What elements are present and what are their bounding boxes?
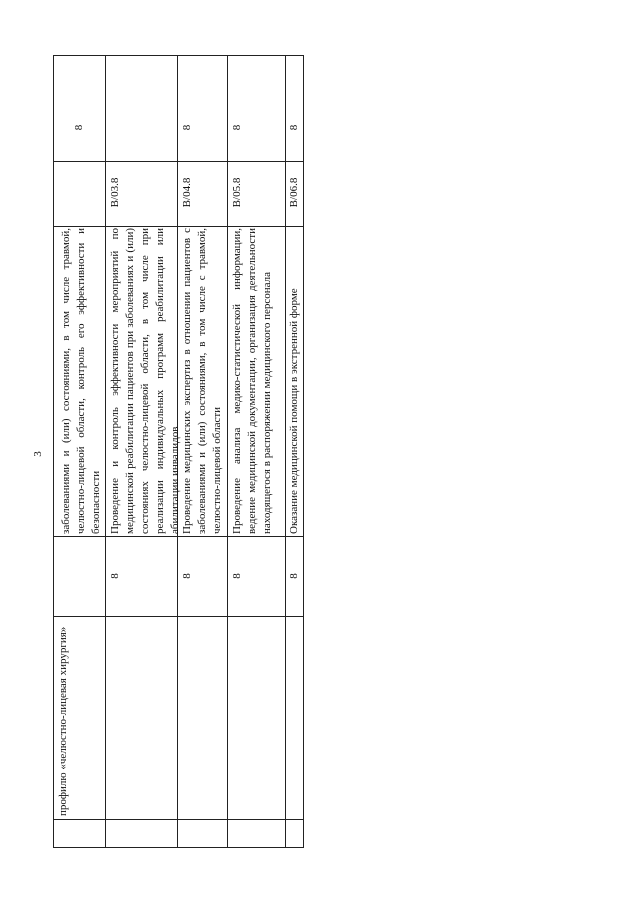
- row-description: Оказание медицинской помощи в экстренной форме: [288, 288, 300, 534]
- row-divider: [285, 56, 286, 847]
- profile-cell: профилю «челюстно-лицевая хирургия»: [57, 626, 69, 816]
- page-number: 3: [32, 451, 44, 457]
- row-code: B/05.8: [231, 177, 243, 208]
- row-description: Проведение медицинских экспертиз в отношении пациентов с заболеваниями и (или) состояниями, в том числе с травмой, челюстно-лицевой области: [181, 228, 223, 534]
- qualification-table: [53, 55, 304, 848]
- row-level: 8: [231, 573, 243, 579]
- column-divider: [54, 536, 304, 537]
- row-code: B/03.8: [109, 177, 121, 208]
- row-divider: [105, 56, 106, 847]
- row-divider: [227, 56, 228, 847]
- column-divider: [54, 819, 304, 820]
- row-level: 8: [288, 573, 300, 579]
- row-description: Проведение и контроль эффективности мероприятий по медицинской реабилитации пациентов при заболеваниях и (или) состояниях челюстно-лицевой области, в том числе при реализации индивидуальных программ реабилитации или абилитации инвалидов: [109, 228, 181, 534]
- column-divider: [54, 161, 304, 162]
- row-code: B/04.8: [181, 177, 193, 208]
- column-divider: [54, 226, 304, 227]
- row-code-level: 8: [288, 124, 300, 131]
- row-code-level: 8: [231, 124, 243, 131]
- row-level: 8: [109, 573, 121, 579]
- row-description: заболеваниями и (или) состояниями, в том числе травмой, челюстно-лицевой области, контроль его эффективности и безопасности: [60, 228, 102, 534]
- row-code-level: 8: [181, 124, 193, 131]
- row-code-level: 8: [73, 124, 85, 131]
- row-code: B/06.8: [288, 177, 300, 208]
- row-level: 8: [181, 573, 193, 579]
- column-divider: [54, 616, 304, 617]
- row-description: Проведение анализа медико-статистической информации, ведение медицинской документации, организация деятельности находящегося в распоряжении медицинского персонала: [231, 228, 273, 534]
